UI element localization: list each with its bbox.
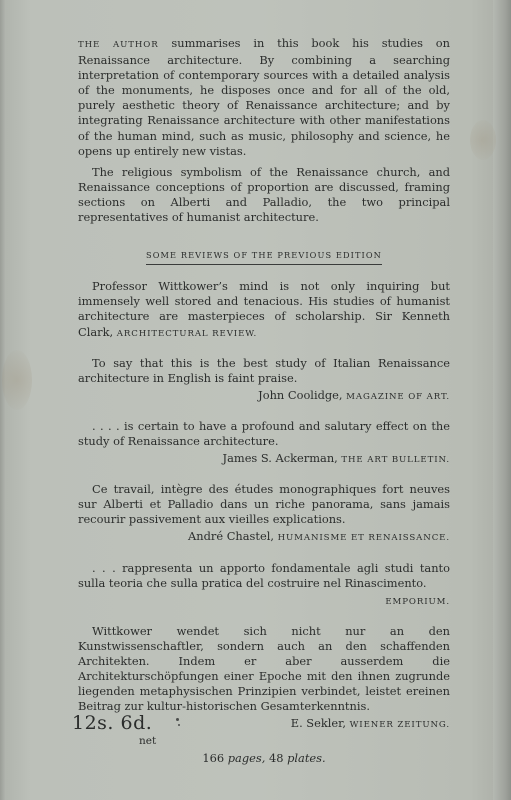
- review-quote: To say that this is the best study of Italian Renaissance architecture in English is faint praise.: [78, 355, 450, 385]
- pages-info: [78, 751, 450, 766]
- reviews-heading: SOME REVIEWS OF THE PREVIOUS EDITION: [146, 248, 382, 265]
- review-source: ARCHITECTURAL REVIEW.: [116, 328, 258, 339]
- plates-word: plates.: [283, 751, 326, 766]
- pages-word: pages,: [224, 751, 269, 766]
- page-count: 166: [202, 751, 225, 766]
- review-source: EMPORIUM.: [385, 596, 450, 607]
- intro-second-paragraph: The religious symbolism of the Renaissance church, and Renaissance conceptions of proportion are discussed, framing sections on Alberti and Palladio, the two principal representatives of humanist architecture.: [78, 164, 450, 225]
- paper-edge-right: [493, 0, 511, 800]
- review-author: André Chastel,: [188, 529, 278, 544]
- intro-lead: THE AUTHOR: [78, 40, 159, 50]
- review-item: [78, 482, 450, 546]
- review-attribution: [78, 593, 450, 610]
- ink-speck: [176, 718, 179, 721]
- review-author: James S. Ackerman,: [222, 451, 342, 466]
- review-author: E. Sekler,: [290, 716, 350, 731]
- plates-count: 48: [268, 751, 284, 766]
- review-item: [78, 561, 450, 610]
- review-attribution: [78, 451, 450, 468]
- review-quote: Ce travail, intègre des études monographiques fort neuves sur Alberti et Palladio dans un riche panorama, sans jamais recourir passivement aux vieilles explications.: [78, 482, 450, 527]
- intro-text: summarises in this book his studies on Renaissance architecture. By combining a searching interpretation of contemporary sources with a detailed analysis of the monuments, he disposes once and for all of the old, purely aesthetic theory of Renaissance architecture; and by integrating Renaissance architecture with other manifestations of the human mind, such as music, philosophy and science, he opens up entirely new vistas.: [78, 36, 450, 158]
- review-quote: . . . . is certain to have a profound and salutary effect on the study of Renaissance architecture.: [78, 418, 450, 448]
- review-item: [78, 419, 450, 468]
- review-author: John Coolidge,: [258, 387, 347, 402]
- price-net: net: [139, 735, 157, 747]
- jacket-text: [78, 36, 450, 767]
- review-source: THE ART BULLETIN.: [341, 455, 450, 466]
- paper-stain: [470, 120, 496, 160]
- review-quote: . . . rappresenta un apporto fondamentale agli studi tanto sulla teoria che sulla pratica del costruire nel Rinascimento.: [78, 560, 450, 590]
- review-item: [78, 356, 450, 405]
- review-quote: Professor Wittkower’s mind is not only inquiring but immensely well stored and tenacious. His studies of humanist architecture are masterpieces of scholarship.: [78, 279, 450, 324]
- review-text: [78, 279, 450, 341]
- intro-paragraph: [78, 36, 450, 159]
- review-quote: Wittkower wendet sich nicht nur an den Kunstwissenschaftler, sondern auch an den schaffenden Architekten. Indem er aber ausserdem die Architekturschöpfungen einer Epoche mit den ihnen zugrunde liegenden metaphysischen Prinzipien verbindet, leistet ereinen Beitrag zur kultur-historischen Gesamterkenntnis.: [78, 623, 450, 714]
- price: 12s. 6d.: [72, 712, 153, 734]
- paper-stain: [2, 350, 32, 410]
- review-author: Sir Kenneth Clark,: [78, 309, 450, 339]
- reviews-heading-wrap: [78, 247, 450, 265]
- review-source: WIENER ZEITUNG.: [349, 720, 450, 731]
- review-source: MAGAZINE OF ART.: [346, 391, 450, 402]
- review-item: [78, 279, 450, 341]
- review-attribution: [78, 388, 450, 405]
- ink-speck: [178, 724, 180, 726]
- review-attribution: [78, 529, 450, 546]
- review-source: HUMANISME ET RENAISSANCE.: [277, 533, 450, 544]
